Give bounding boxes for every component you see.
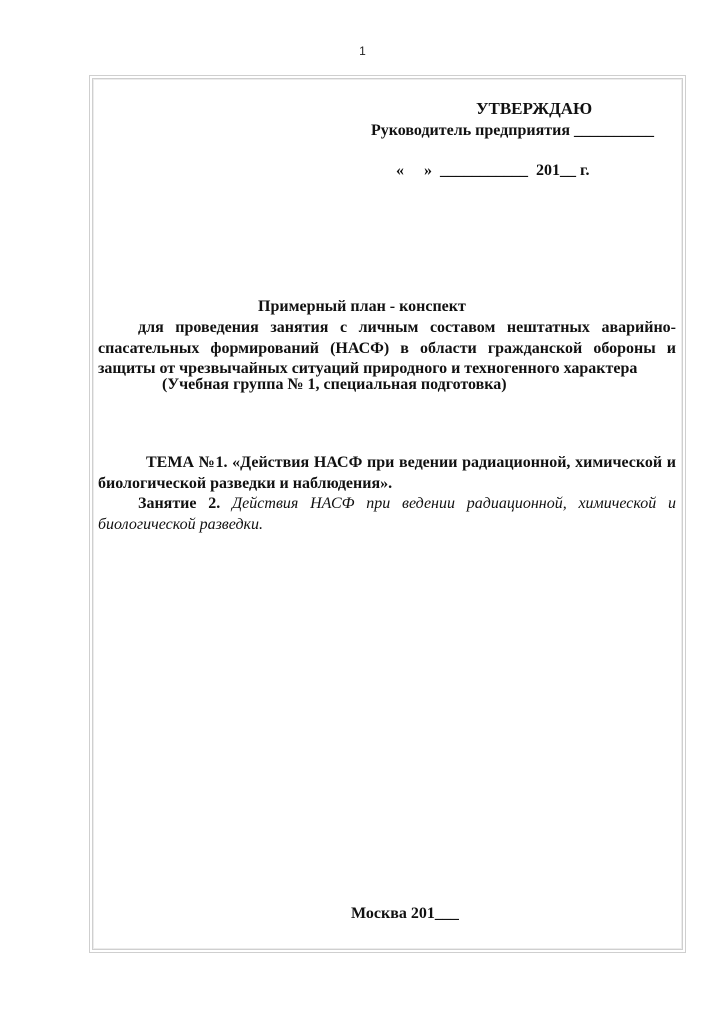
plan-description: для проведения занятия с личным составом нештатных аварийно-спасательных формирований (НАСФ) в области гражданской обороны и защиты от чрезвычайных ситуаций природного и техногенного характера (98, 319, 676, 377)
page-number: 1 (359, 44, 366, 58)
approval-role-line: Руководитель предприятия __________ (371, 122, 654, 139)
lesson-text: Действия НАСФ при ведении радиационной, химической и биологической разведки. (98, 495, 677, 533)
approval-title: УТВЕРЖДАЮ (476, 99, 593, 118)
plan-group: (Учебная группа № 1, специальная подготовка) (162, 376, 507, 393)
plan-title: Примерный план - конспект (258, 298, 466, 315)
lesson-label: Занятие 2. (138, 495, 221, 512)
theme-heading: ТЕМА №1. «Действия НАСФ при ведении радиационной, химической и биологической разведки и наблюдения». (98, 454, 676, 492)
lesson-paragraph (98, 494, 676, 535)
city-year: Москва 201___ (351, 905, 459, 922)
approval-date-line: « » ___________ 201__ г. (396, 162, 590, 179)
